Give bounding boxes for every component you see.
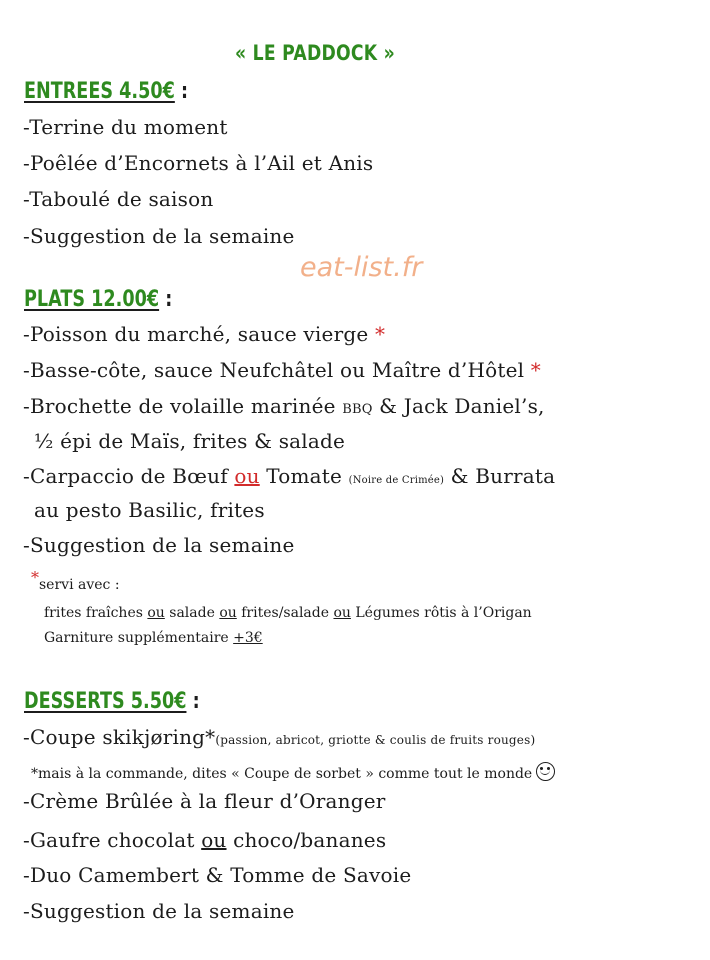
- dessert-item-text: -Gaufre chocolat: [23, 828, 202, 852]
- plat-item-bbq: BBQ: [342, 402, 373, 417]
- plat-item-continued: au pesto Basilic, frites: [34, 498, 265, 522]
- side-option: salade: [164, 605, 220, 621]
- entree-item: -Taboulé de saison: [23, 187, 214, 211]
- dessert-item: [23, 725, 535, 749]
- or-emphasis: ou: [147, 605, 165, 621]
- plat-item: [23, 322, 385, 346]
- section-heading-plats: [24, 287, 172, 312]
- watermark: eat-list.fr: [300, 252, 423, 283]
- entree-item: -Suggestion de la semaine: [23, 224, 295, 248]
- desserts-heading-label: DESSERTS 5.50€: [24, 689, 187, 714]
- side-option: frites fraîches: [44, 605, 148, 621]
- side-option: Légumes rôtis à l’Origan: [350, 605, 532, 621]
- side-options: [44, 605, 532, 621]
- served-with-note: [31, 568, 120, 593]
- dessert-item-text: -Coupe skikjøring*: [23, 725, 216, 749]
- plat-item-text: -Brochette de volaille marinée: [23, 394, 343, 418]
- plats-heading-colon: :: [159, 287, 173, 312]
- entrees-heading-colon: :: [174, 79, 189, 104]
- extra-side-note: [44, 630, 263, 646]
- plat-item-text: -Basse-côte, sauce Neufchâtel ou Maître d’Hôtel: [23, 358, 531, 382]
- desserts-heading-colon: :: [186, 689, 200, 714]
- asterisk-mark: *: [31, 568, 39, 587]
- dessert-item: -Duo Camembert & Tomme de Savoie: [23, 863, 412, 887]
- section-heading-desserts: [24, 689, 200, 714]
- dessert-footnote: [31, 762, 555, 782]
- dessert-footnote-text: *mais à la commande, dites « Coupe de sorbet » comme tout le monde: [31, 766, 533, 782]
- dessert-item-text: choco/bananes: [226, 828, 387, 852]
- plat-item-text: & Burrata: [444, 464, 556, 488]
- plats-heading-label: PLATS 12.00€: [24, 287, 160, 312]
- dessert-item: -Crème Brûlée à la fleur d’Oranger: [23, 789, 386, 813]
- plat-item: [23, 394, 545, 418]
- or-emphasis: ou: [201, 828, 227, 852]
- side-option: frites/salade: [236, 605, 334, 621]
- asterisk-mark: *: [530, 358, 541, 382]
- plat-item-text: -Poisson du marché, sauce vierge: [23, 322, 375, 346]
- entree-item: -Poêlée d’Encornets à l’Ail et Anis: [23, 151, 374, 175]
- plat-item: [23, 464, 555, 488]
- plat-item-continued: ½ épi de Maïs, frites & salade: [34, 429, 346, 453]
- dessert-item-note: (passion, abricot, griotte & coulis de fruits rouges): [215, 733, 536, 747]
- served-with-label: servi avec :: [39, 577, 120, 593]
- or-emphasis: ou: [333, 605, 351, 621]
- or-emphasis: ou: [219, 605, 237, 621]
- extra-side-label: Garniture supplémentaire: [44, 630, 234, 646]
- plat-item-note: (Noire de Crimée): [348, 475, 445, 486]
- extra-side-price: +3€: [233, 630, 263, 646]
- dessert-item: [23, 828, 386, 852]
- entree-item: -Terrine du moment: [23, 115, 228, 139]
- smiley-icon: [536, 762, 555, 781]
- plat-item: -Suggestion de la semaine: [23, 533, 295, 557]
- plat-item-text: -Carpaccio de Bœuf: [23, 464, 235, 488]
- or-emphasis: ou: [234, 464, 260, 488]
- plat-item-text: & Jack Daniel’s,: [372, 394, 545, 418]
- entrees-heading-label: ENTREES 4.50€: [24, 79, 175, 104]
- section-heading-entrees: [24, 79, 188, 104]
- dessert-item: -Suggestion de la semaine: [23, 899, 295, 923]
- asterisk-mark: *: [374, 322, 386, 346]
- menu-title: « LE PADDOCK »: [234, 41, 395, 65]
- plat-item-text: Tomate: [259, 464, 349, 488]
- plat-item: [23, 358, 541, 382]
